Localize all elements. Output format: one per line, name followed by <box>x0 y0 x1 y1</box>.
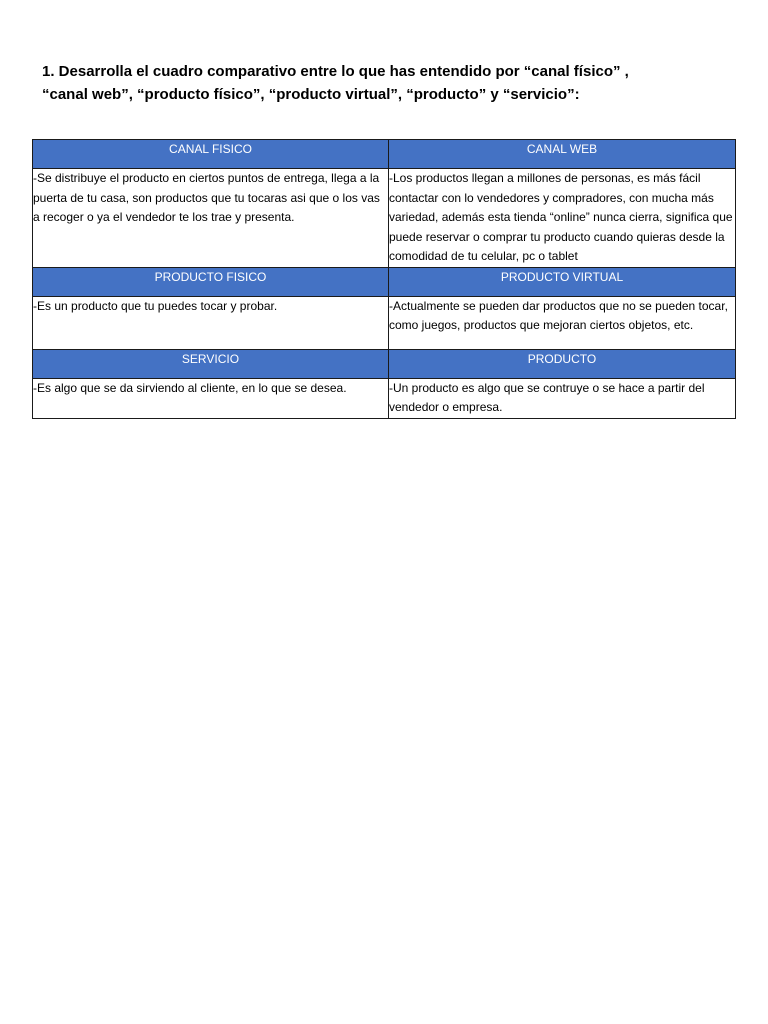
body-row-servicio <box>33 378 736 418</box>
question-heading <box>42 60 742 106</box>
header-canal-fisico: CANAL FISICO <box>33 140 389 169</box>
header-row-canal <box>33 140 736 169</box>
header-producto: PRODUCTO <box>389 349 736 378</box>
body-row-canal <box>33 169 736 268</box>
header-row-servicio <box>33 349 736 378</box>
header-canal-web: CANAL WEB <box>389 140 736 169</box>
comparison-table <box>32 139 736 419</box>
header-producto-virtual: PRODUCTO VIRTUAL <box>389 267 736 296</box>
cell-servicio: -Es algo que se da sirviendo al cliente, en lo que se desea. <box>33 378 389 418</box>
cell-producto: -Un producto es algo que se contruye o se hace a partir del vendedor o empresa. <box>389 378 736 418</box>
question-line-2: “canal web”, “producto físico”, “producto virtual”, “producto” y “servicio”: <box>42 86 580 103</box>
cell-producto-virtual: -Actualmente se pueden dar productos que no se pueden tocar, como juegos, productos que mejoran ciertos objetos, etc. <box>389 296 736 349</box>
header-servicio: SERVICIO <box>33 349 389 378</box>
header-producto-fisico: PRODUCTO FISICO <box>33 267 389 296</box>
question-line-1: 1. Desarrolla el cuadro comparativo entre lo que has entendido por “canal físico” , <box>42 63 629 80</box>
header-row-producto <box>33 267 736 296</box>
cell-canal-web: -Los productos llegan a millones de personas, es más fácil contactar con lo vendedores y compradores, con mucha más variedad, además esta tienda “online” nunca cierra, significa que puede reservar o comprar tu producto cuando quieras desde la comodidad de tu celular, pc o tablet <box>389 169 736 268</box>
cell-canal-fisico: -Se distribuye el producto en ciertos puntos de entrega, llega a la puerta de tu casa, son productos que tu tocaras asi que o los vas a recoger o ya el vendedor te los trae y presenta. <box>33 169 389 268</box>
body-row-producto <box>33 296 736 349</box>
cell-producto-fisico: -Es un producto que tu puedes tocar y probar. <box>33 296 389 349</box>
